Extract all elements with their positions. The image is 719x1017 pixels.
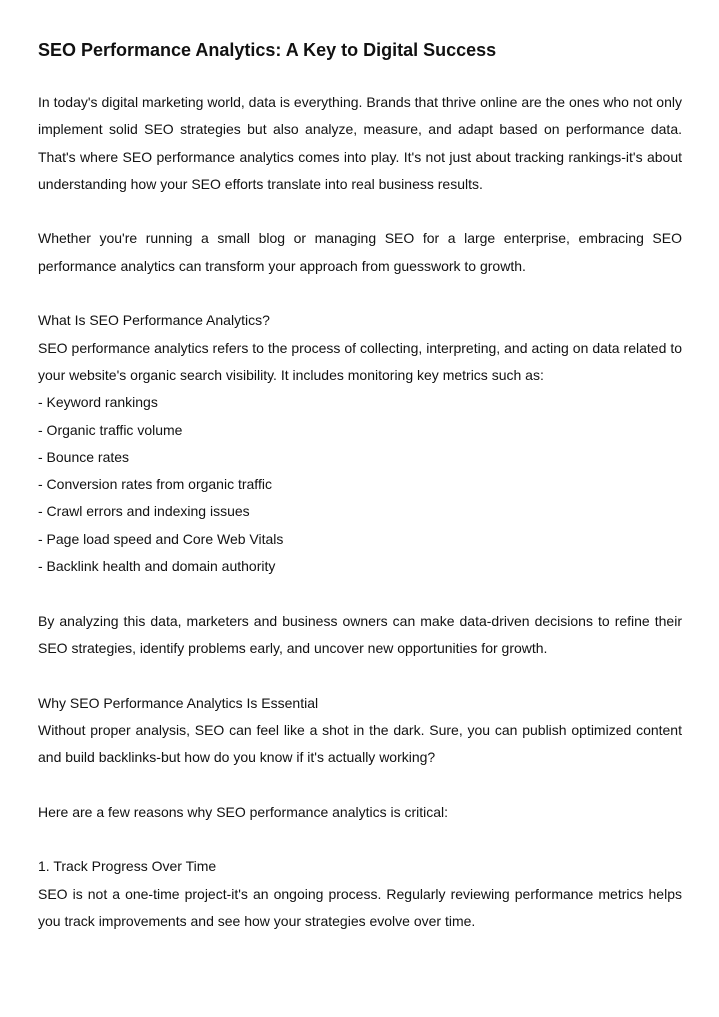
list-item: - Backlink health and domain authority bbox=[38, 558, 276, 575]
list-item: - Conversion rates from organic traffic bbox=[38, 476, 272, 493]
section-heading-what-is: What Is SEO Performance Analytics? bbox=[38, 312, 270, 329]
list-item: - Crawl errors and indexing issues bbox=[38, 503, 250, 520]
paragraph-spacer bbox=[38, 662, 682, 689]
list-item: - Keyword rankings bbox=[38, 394, 158, 411]
paragraph-spacer bbox=[38, 198, 682, 225]
intro-paragraph-2: Whether you're running a small blog or managing SEO for a large enterprise, embracing SEO performance analytics can transform your approach from guesswork to growth. bbox=[38, 230, 682, 274]
paragraph-spacer bbox=[38, 280, 682, 307]
section-what-is-followup: By analyzing this data, marketers and business owners can make data-driven decisions to refine their SEO strategies, identify problems early, and uncover new opportunities for growth. bbox=[38, 612, 682, 656]
section-heading-track-progress: 1. Track Progress Over Time bbox=[38, 858, 217, 875]
paragraph-spacer bbox=[38, 826, 682, 853]
section-heading-why-essential: Why SEO Performance Analytics Is Essential bbox=[38, 694, 319, 711]
paragraph-spacer bbox=[38, 771, 682, 798]
intro-paragraph-1: In today's digital marketing world, data is everything. Brands that thrive online are the ones who not only implement solid SEO strategies but also analyze, measure, and adapt based on performance data. That's where SEO performance analytics comes into play. It's not just about tracking rankings-it's about understanding how your SEO efforts translate into real business results. bbox=[38, 94, 682, 192]
document-title: SEO Performance Analytics: A Key to Digital Success bbox=[38, 40, 497, 60]
list-item: - Organic traffic volume bbox=[38, 421, 183, 438]
list-item: - Page load speed and Core Web Vitals bbox=[38, 530, 284, 547]
section-track-progress-body: SEO is not a one-time project-it's an ongoing process. Regularly reviewing performance metrics helps you track improvements and see how your strategies evolve over time. bbox=[38, 885, 682, 929]
section-why-essential-lead: Here are a few reasons why SEO performance analytics is critical: bbox=[38, 803, 449, 820]
list-item: - Bounce rates bbox=[38, 448, 130, 465]
section-why-essential-body: Without proper analysis, SEO can feel like a shot in the dark. Sure, you can publish optimized content and build backlinks-but how do you know if it's actually working? bbox=[38, 721, 682, 766]
document-body bbox=[38, 89, 682, 935]
paragraph-spacer bbox=[38, 580, 682, 607]
section-what-is-body: SEO performance analytics refers to the process of collecting, interpreting, and acting on data related to your website's organic search visibility. It includes monitoring key metrics such as: bbox=[38, 339, 682, 383]
